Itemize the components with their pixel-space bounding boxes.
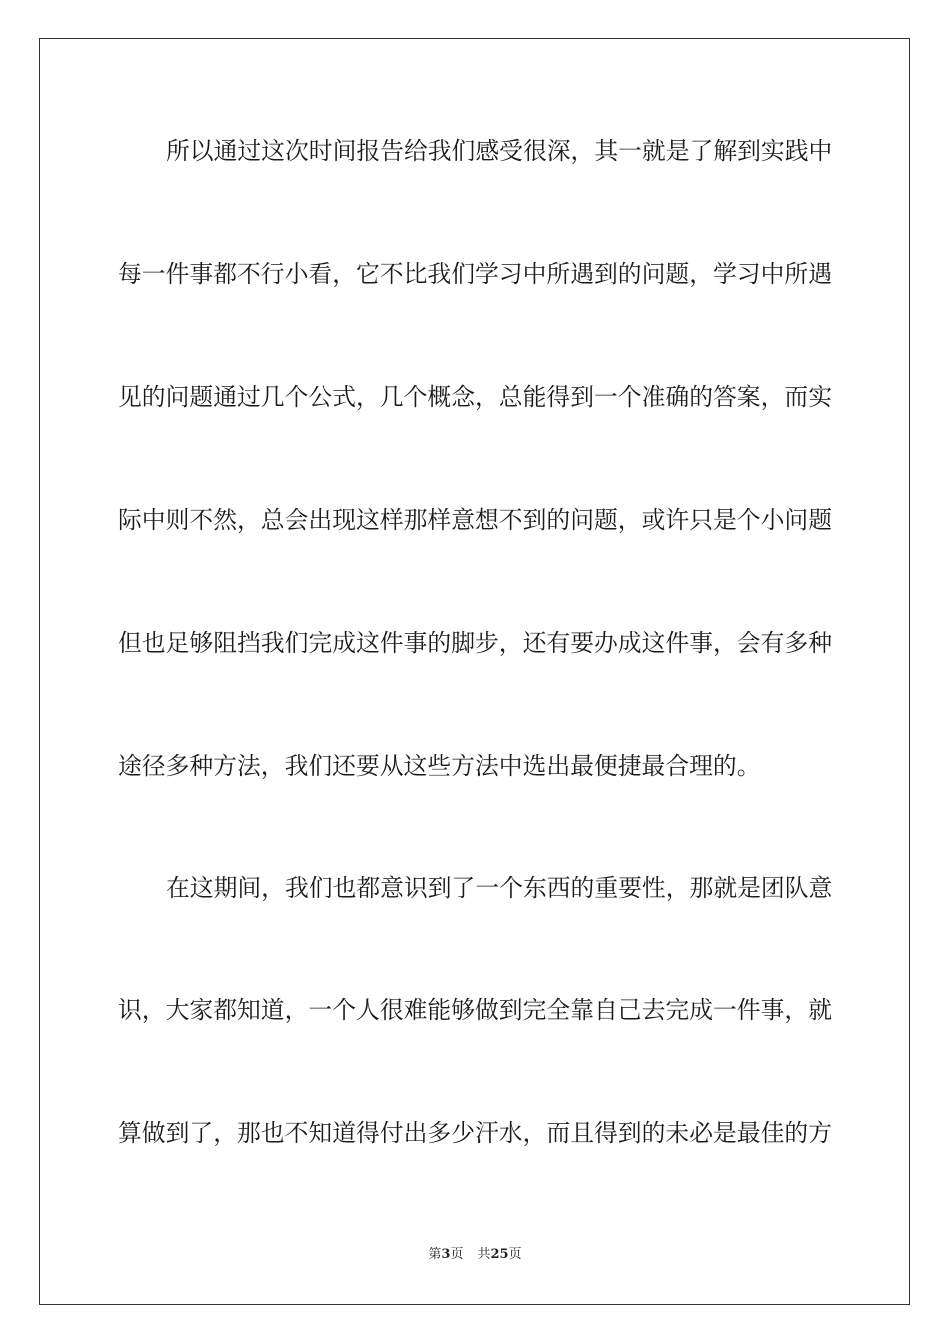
paragraph-2-line-2: 识，大家都知道，一个人很难能够做到完全靠自己去完成一件事，就 xyxy=(118,996,832,1024)
paragraph-1-line-4: 际中则不然，总会出现这样那样意想不到的问题，或许只是个小问题 xyxy=(118,506,832,534)
paragraph-2-line-3: 算做到了，那也不知道得付出多少汗水，而且得到的未必是最佳的方 xyxy=(118,1119,832,1147)
page-total: 25 xyxy=(490,1247,509,1262)
paragraph-1-line-1: 所以通过这次时间报告给我们感受很深，其一就是了解到实践中 xyxy=(166,137,833,165)
paragraph-1-line-3: 见的问题通过几个公式，几个概念，总能得到一个准确的答案，而实 xyxy=(118,383,832,411)
page-current: 3 xyxy=(441,1247,451,1262)
total-prefix: 共 xyxy=(477,1247,491,1262)
paragraph-1-line-5: 但也足够阻挡我们完成这件事的脚步，还有要办成这件事，会有多种 xyxy=(118,629,832,657)
total-suffix: 页 xyxy=(508,1247,522,1262)
paragraph-2-line-1: 在这期间，我们也都意识到了一个东西的重要性，那就是团队意 xyxy=(166,874,833,902)
paragraph-1-line-6: 途径多种方法，我们还要从这些方法中选出最便捷最合理的。 xyxy=(118,752,761,780)
page-footer xyxy=(0,1244,950,1266)
paragraph-1-line-2: 每一件事都不行小看，它不比我们学习中所遇到的问题，学习中所遇 xyxy=(118,260,832,288)
page-suffix: 页 xyxy=(450,1247,464,1262)
page-prefix: 第 xyxy=(428,1247,442,1262)
